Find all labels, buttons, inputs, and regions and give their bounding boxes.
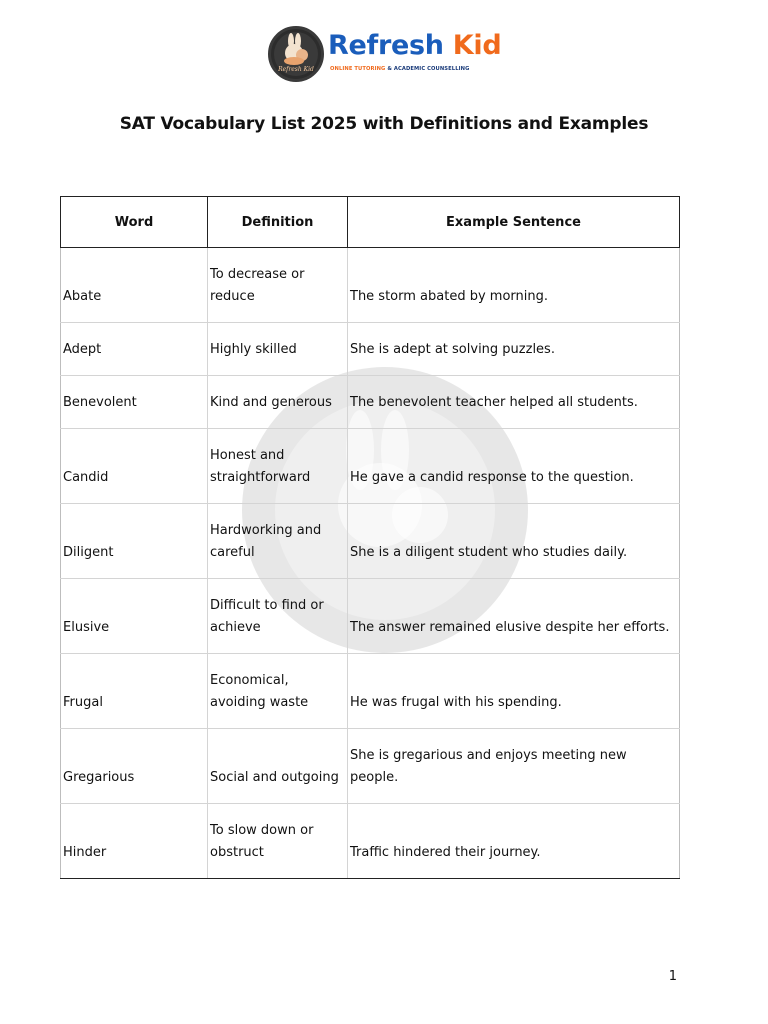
logo-name-refresh: Refresh <box>328 30 444 61</box>
table-row <box>61 654 680 729</box>
page-number: 1 <box>668 969 677 984</box>
word-cell: Hinder <box>61 804 208 879</box>
word-cell: Adept <box>61 323 208 376</box>
word-cell: Frugal <box>61 654 208 729</box>
table-row <box>61 729 680 804</box>
definition-cell: Kind and generous <box>208 376 348 429</box>
word-cell: Abate <box>61 248 208 323</box>
table-row <box>61 579 680 654</box>
page-title: SAT Vocabulary List 2025 with Definitions and Examples <box>119 114 649 134</box>
definition-cell: Difficult to find or achieve <box>208 579 348 654</box>
word-cell: Benevolent <box>61 376 208 429</box>
header-definition: Definition <box>208 197 348 248</box>
table-row <box>61 804 680 879</box>
table-header-row <box>61 197 680 248</box>
example-cell: The storm abated by morning. <box>348 248 680 323</box>
word-cell: Elusive <box>61 579 208 654</box>
logo-tagline-tutoring: ONLINE TUTORING <box>330 66 386 72</box>
header-word: Word <box>61 197 208 248</box>
word-cell: Candid <box>61 429 208 504</box>
definition-cell: To slow down or obstruct <box>208 804 348 879</box>
logo-name-kid: Kid <box>452 30 502 61</box>
table-row <box>61 248 680 323</box>
logo-badge <box>268 26 324 82</box>
definition-cell: Highly skilled <box>208 323 348 376</box>
table-row <box>61 504 680 579</box>
definition-cell: Economical, avoiding waste <box>208 654 348 729</box>
header-example: Example Sentence <box>348 197 680 248</box>
logo-badge-text: Refresh Kid <box>278 66 314 73</box>
table-row <box>61 323 680 376</box>
example-cell: He gave a candid response to the question. <box>348 429 680 504</box>
table-row <box>61 429 680 504</box>
logo-tagline-counselling: & ACADEMIC COUNSELLING <box>387 66 470 72</box>
example-cell: She is a diligent student who studies daily. <box>348 504 680 579</box>
word-cell: Gregarious <box>61 729 208 804</box>
example-cell: He was frugal with his spending. <box>348 654 680 729</box>
example-cell: She is gregarious and enjoys meeting new people. <box>348 729 680 804</box>
table-row <box>61 376 680 429</box>
definition-cell: Honest and straightforward <box>208 429 348 504</box>
logo-name <box>328 30 501 62</box>
refresh-kid-logo <box>268 26 508 86</box>
definition-cell: Hardworking and careful <box>208 504 348 579</box>
example-cell: The answer remained elusive despite her efforts. <box>348 579 680 654</box>
example-cell: She is adept at solving puzzles. <box>348 323 680 376</box>
example-cell: Traffic hindered their journey. <box>348 804 680 879</box>
example-cell: The benevolent teacher helped all students. <box>348 376 680 429</box>
definition-cell: Social and outgoing <box>208 729 348 804</box>
logo-tagline <box>330 66 469 72</box>
vocabulary-table <box>60 196 680 879</box>
definition-cell: To decrease or reduce <box>208 248 348 323</box>
word-cell: Diligent <box>61 504 208 579</box>
